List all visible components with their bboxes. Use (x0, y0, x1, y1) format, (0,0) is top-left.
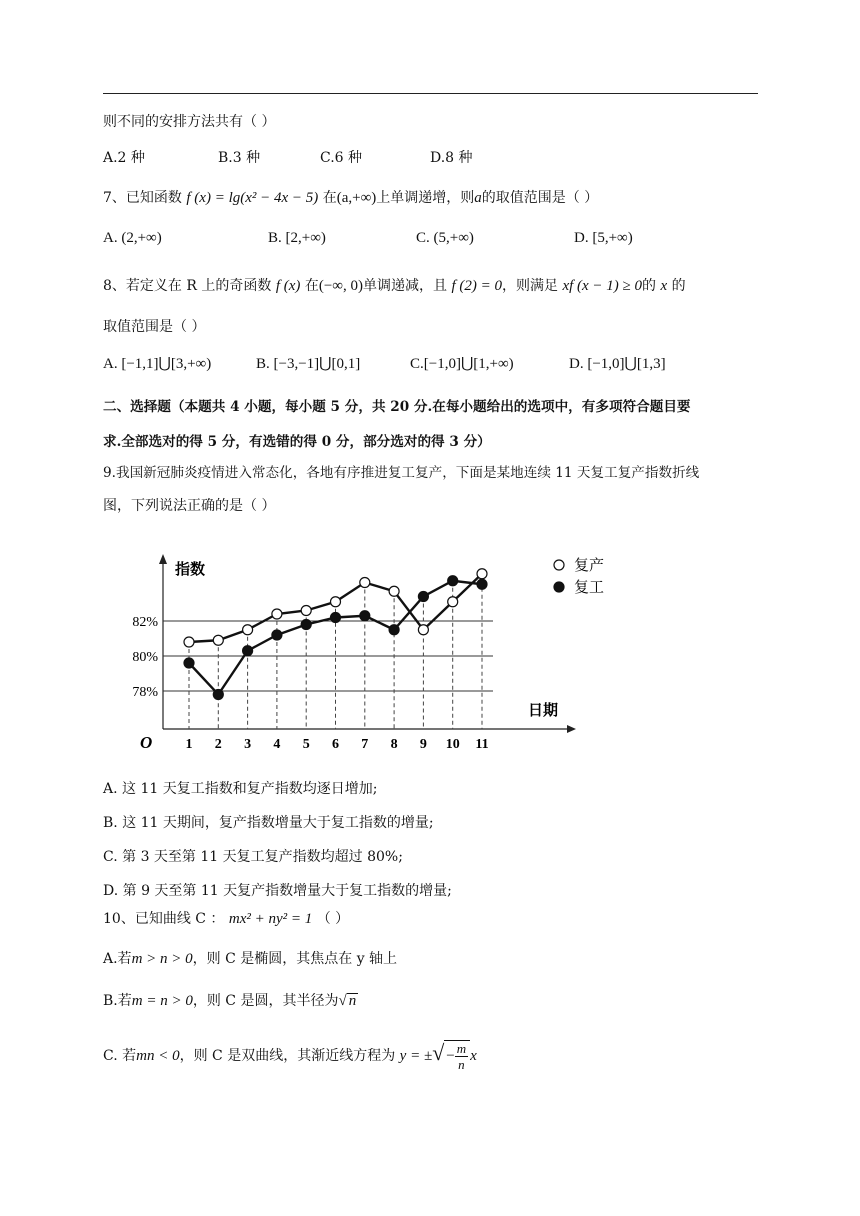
data-point-fuchan (418, 625, 428, 635)
q10-stem (103, 908, 349, 928)
legend-label: 复产 (574, 556, 605, 574)
y-axis-label: 指数 (175, 560, 206, 578)
origin-label: O (140, 733, 153, 752)
data-point-fuchan (389, 586, 399, 596)
q6-option-b: B.3 种 (218, 150, 261, 166)
x-axis-arrow-icon (567, 725, 576, 733)
q8-mid1: 在 (304, 278, 319, 294)
q10-option-b-cond: m = n > 0 (131, 993, 193, 1009)
q8-option-d: D. [−1,0]⋃[1,3] (569, 356, 666, 372)
data-point-fuchan (360, 578, 370, 588)
q6-option-c: C.6 种 (320, 150, 363, 166)
q8-stem-line2: 取值范围是（ ） (103, 319, 206, 335)
q10-option-c-y: y = ± (399, 1048, 433, 1064)
y-tick-label: 80% (132, 650, 158, 665)
q8-fx: f (x) (275, 278, 301, 294)
legend-marker-fuchan (554, 560, 564, 570)
q9-option-b: B. 这 11 天期间，复产指数增量大于复工指数的增量; (103, 815, 434, 831)
q10-option-c-pre: C. 若 (103, 1048, 137, 1064)
data-point-fuchan (331, 597, 341, 607)
q10-option-c-denominator: n (458, 1057, 465, 1072)
q10-pre: 10、已知曲线 C ： (103, 911, 225, 927)
q10-option-b (103, 990, 358, 1010)
q10-option-c-post: ，则 C 是双曲线，其渐近线方程为 (179, 1048, 396, 1064)
q10-option-c-x: x (470, 1048, 477, 1064)
x-tick-label: 10 (445, 737, 460, 752)
q6-option-a: A.2 种 (103, 150, 145, 166)
data-point-fugong (448, 576, 458, 586)
x-axis-label: 日期 (528, 701, 559, 719)
index-line-chart (118, 548, 618, 753)
q10-option-c-radical (444, 1040, 470, 1072)
q7-option-c: C. (5,+∞) (416, 230, 474, 246)
data-point-fugong (389, 625, 399, 635)
q10-option-b-post: ，则 C 是圆，其半径为 (192, 993, 339, 1009)
q8-var-x: x (660, 278, 668, 294)
x-tick-label: 7 (361, 737, 369, 752)
q7-option-b: B. [2,+∞) (268, 230, 326, 246)
q9-option-a: A. 这 11 天复工指数和复产指数均逐日增加; (103, 781, 378, 797)
q8-f2: f (2) = 0 (451, 278, 502, 294)
x-tick-label: 8 (390, 737, 398, 752)
q8-option-b: B. [−3,−1]⋃[0,1] (256, 356, 361, 372)
q7-stem (103, 187, 598, 207)
q10-option-c-fraction (455, 1041, 468, 1072)
x-tick-label: 5 (302, 737, 310, 752)
sqrt-sign-icon: √ (432, 1040, 445, 1065)
q7-pre: 7、已知函数 (103, 190, 182, 206)
q7-option-d: D. [5,+∞) (574, 230, 633, 246)
q10-option-c-numerator: m (456, 1041, 467, 1056)
q8-mid3: ，则满足 (501, 278, 558, 294)
q7-mid: 在 (322, 190, 337, 206)
q9-stem-line2: 图，下列说法正确的是（ ） (103, 498, 276, 514)
q8-option-a: A. [−1,1]⋃[3,+∞) (103, 356, 212, 372)
q10-option-c (103, 1040, 477, 1072)
data-point-fugong (477, 579, 487, 589)
q8-pre: 8、若定义在 R 上的奇函数 (103, 278, 272, 294)
data-point-fugong (272, 630, 282, 640)
x-tick-label: 1 (185, 737, 193, 752)
q7-post1: 上单调递增，则 (376, 190, 475, 206)
q10-equation: mx² + ny² = 1 (228, 911, 313, 927)
data-point-fuchan (477, 569, 487, 579)
q10-post: （ ） (316, 911, 350, 927)
q6-option-d: D.8 种 (430, 150, 473, 166)
q7-function: f (x) = lg(x² − 4x − 5) (186, 190, 319, 206)
q10-option-a-cond: m > n > 0 (131, 951, 193, 967)
data-point-fuchan (272, 609, 282, 619)
q10-option-c-cond: mn < 0 (136, 1048, 180, 1064)
q6-stem: 则不同的安排方法共有（ ） (103, 114, 276, 130)
q10-option-a-pre: A.若 (103, 951, 132, 967)
y-tick-label: 78% (132, 685, 158, 700)
q8-interval: (−∞, 0) (318, 278, 363, 294)
data-point-fugong (360, 611, 370, 621)
data-point-fuchan (184, 637, 194, 647)
q9-stem-line1: 9.我国新冠肺炎疫情进入常态化，各地有序推进复工复产，下面是某地连续 11 天复工复产指数折线 (103, 465, 700, 481)
q8-mid2: 单调递减，且 (363, 278, 447, 294)
data-point-fugong (243, 646, 253, 656)
header-rule (103, 93, 758, 94)
y-tick-label: 82% (132, 615, 158, 630)
section2-heading-line1: 二、选择题（本题共 4 小题，每小题 5 分，共 20 分.在每小题给出的选项中，有多项符合题目要 (103, 399, 691, 415)
data-point-fugong (418, 592, 428, 602)
q8-stem (103, 275, 686, 295)
section2-heading-line2: 求.全部选对的得 5 分，有选错的得 0 分，部分选对的得 3 分） (103, 434, 491, 450)
q10-option-a-post: ，则 C 是椭圆，其焦点在 y 轴上 (192, 951, 398, 967)
q8-mid4: 的 (642, 278, 657, 294)
q8-inequality: xf (x − 1) ≥ 0 (562, 278, 643, 294)
q8-option-c: C.[−1,0]⋃[1,+∞) (410, 356, 514, 372)
data-point-fugong (184, 658, 194, 668)
minus-sign: − (446, 1048, 455, 1064)
x-tick-label: 6 (332, 737, 339, 752)
data-point-fuchan (243, 625, 253, 635)
q10-option-b-pre: B.若 (103, 993, 132, 1009)
q7-interval: (a,+∞) (336, 190, 377, 206)
data-point-fuchan (448, 597, 458, 607)
data-point-fuchan (213, 635, 223, 645)
legend-label: 复工 (574, 578, 605, 596)
legend-marker-fugong (554, 582, 564, 592)
q7-option-a: A. (2,+∞) (103, 230, 162, 246)
data-point-fugong (331, 613, 341, 623)
data-point-fugong (301, 620, 311, 630)
data-point-fuchan (301, 606, 311, 616)
q10-option-a (103, 948, 397, 968)
q9-option-d: D. 第 9 天至第 11 天复产指数增量大于复工指数的增量; (103, 883, 452, 899)
data-point-fugong (213, 690, 223, 700)
x-tick-label: 9 (419, 737, 427, 752)
q8-mid5: 的 (671, 278, 686, 294)
x-tick-label: 11 (475, 737, 489, 752)
q7-var-a: a (474, 190, 482, 206)
x-tick-label: 4 (273, 737, 281, 752)
sqrt-sign-icon: √ (338, 993, 347, 1009)
q10-option-b-radicand: n (348, 993, 357, 1009)
x-tick-label: 2 (214, 737, 222, 752)
q9-option-c: C. 第 3 天至第 11 天复工复产指数均超过 80%; (103, 849, 403, 865)
y-axis-arrow-icon (159, 554, 167, 564)
q7-post2: 的取值范围是（ ） (481, 190, 599, 206)
x-tick-label: 3 (244, 737, 252, 752)
